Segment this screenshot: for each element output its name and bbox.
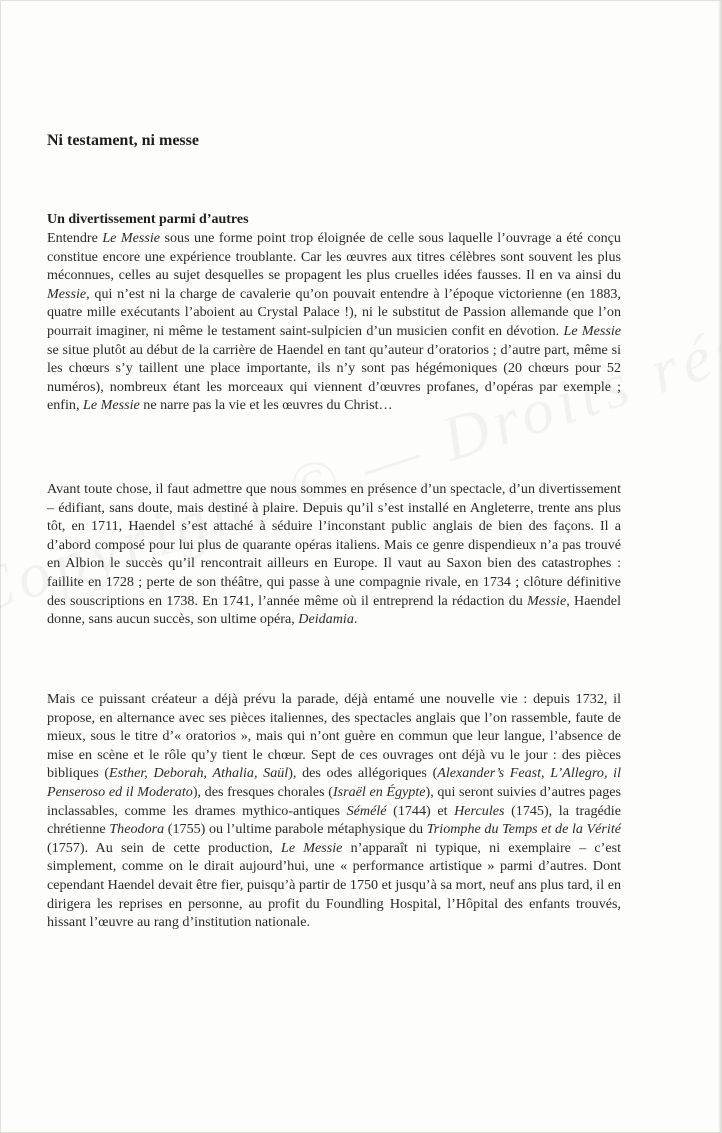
text-run: (1755) ou l’ultime parabole métaphysique du — [164, 821, 427, 838]
paragraph-3 — [47, 690, 621, 932]
text-run: ne narre pas la vie et les œuvres du Christ… — [139, 397, 393, 414]
italic-title: Hercules — [454, 802, 505, 819]
italic-title: Alexander’s Feast, L’Allegro, il Penseroso ed il Moderato — [47, 765, 621, 800]
italic-title: Esther, Deborah, Athalia, Saül — [109, 765, 289, 782]
section-3 — [47, 690, 621, 932]
italic-title: Deidamia — [298, 611, 354, 628]
italic-title: Messie — [527, 592, 567, 609]
italic-title: Messie — [47, 285, 87, 302]
section-2 — [47, 480, 621, 629]
text-run: se situe plutôt au début de la carrière de Haendel en tant qu’auteur d’oratorios ; d’autre part, même si les chœurs s’y taillent une place importante, ils n’y sont pas hégémoniques (20 chœurs pour 52 numéros), nombreux étant les morceaux qui viennent d’œuvres profanes, d’opéras par exemple ; enfin, — [47, 341, 621, 414]
italic-title: Le Messie — [83, 397, 140, 414]
chapter-title: Ni testament, ni messe — [47, 132, 199, 149]
italic-title: Theodora — [109, 821, 165, 838]
italic-title: Le Messie — [563, 322, 621, 339]
text-run: (1757). Au sein de cette production, — [47, 839, 281, 856]
paragraph-2 — [47, 480, 621, 629]
section-1 — [47, 211, 621, 415]
page-edge-shadow — [718, 0, 722, 1133]
text-run: Entendre — [47, 230, 103, 246]
text-run: (1745), la tragédie chrétienne — [47, 802, 621, 838]
section-heading: Un divertissement parmi d’autres — [47, 212, 249, 227]
text-run: ), des odes allégoriques ( — [288, 765, 438, 782]
text-run: , Haendel donne, sans aucun succès, son ultime opéra, — [47, 592, 621, 628]
paragraph-1 — [47, 229, 621, 415]
text-run: ), des fresques chorales ( — [192, 783, 333, 800]
text-run: Avant toute chose, il faut admettre que nous sommes en présence d’un spectacle, d’un divertissement – édifiant, sans doute, mais destiné à plaire. Depuis qu’il s’est installé en Angleterre, trente ans plus tôt, en 1711, Haendel s’est attaché à séduire l’inconstant public anglais de bien des façons. Il a d’abord composé pour lui plus de quarante opéras italiens. Mais ce genre dispendieux n’a pas trouvé en Albion le succès qu’il rencontrait ailleurs en Europe. Il vaut au Saxon bien des catastrophes : faillite en 1728 ; perte de son théâtre, qui passe à une compagnie rivale, en 1734 ; clôture définitive des souscriptions en 1738. En 1741, l’année même où il entreprend la rédaction du — [47, 481, 621, 609]
text-run: , qui n’est ni la charge de cavalerie qu’on pouvait entendre à l’époque victorienne (en 1883, quatre mille exécutants l’aboient au Crystal Palace !), ni le substitut de Passion allemande que l’on pourrait imaginer, ni même le testament saint-sulpicien d’un musicien confit en dévotion. — [47, 285, 621, 339]
italic-title: Le Messie — [280, 839, 343, 856]
text-run: (1744) et — [386, 802, 455, 819]
text-run: n’apparaît ni typique, ni exemplaire – c’est simplement, comme on le dirait aujourd’hui, une « performance artistique » parmi d’autres. Dont cependant Haendel devait être fier, puisqu’à partir de 1750 et jusqu’à sa mort, neuf ans plus tard, il en dirigera les reprises en personne, au profit du Foundling Hospital, l’Hôpital des enfants trouvés, hissant l’œuvre au rang d’institution nationale. — [47, 839, 621, 931]
italic-title: Israël en Égypte — [332, 783, 426, 800]
text-run: Mais ce puissant créateur a déjà prévu la parade, déjà entamé une nouvelle vie : depuis 1732, il propose, en alternance avec ses pièces italiennes, des spectacles anglais que l’on rassemble, faute de mieux, sous le titre d’« oratorios », mais qui n’ont guère en commun que leur langue, l’absence de mise en scène et le rôle qu’y tient le chœur. Sept de ces ouvrages ont déjà vu le jour : des pièces bibliques ( — [47, 691, 621, 782]
text-run: sous une forme point trop éloignée de celle sous laquelle l’ouvrage a été conçu constitue encore une expérience troublante. Car les œuvres aux titres célèbres sont souvent les plus méconnues, celles au sujet desquelles se propagent les plus cruelles idées fausses. Il en va ainsi du — [47, 230, 621, 284]
italic-title: Sémélé — [346, 802, 387, 819]
text-run: . — [353, 611, 358, 628]
text-run: ), qui seront suivies d’autres pages inclassables, comme les drames mythico-antiques — [47, 783, 621, 819]
italic-title: Le Messie — [102, 230, 161, 246]
italic-title: Triomphe du Temps et de la Vérité — [426, 821, 622, 838]
